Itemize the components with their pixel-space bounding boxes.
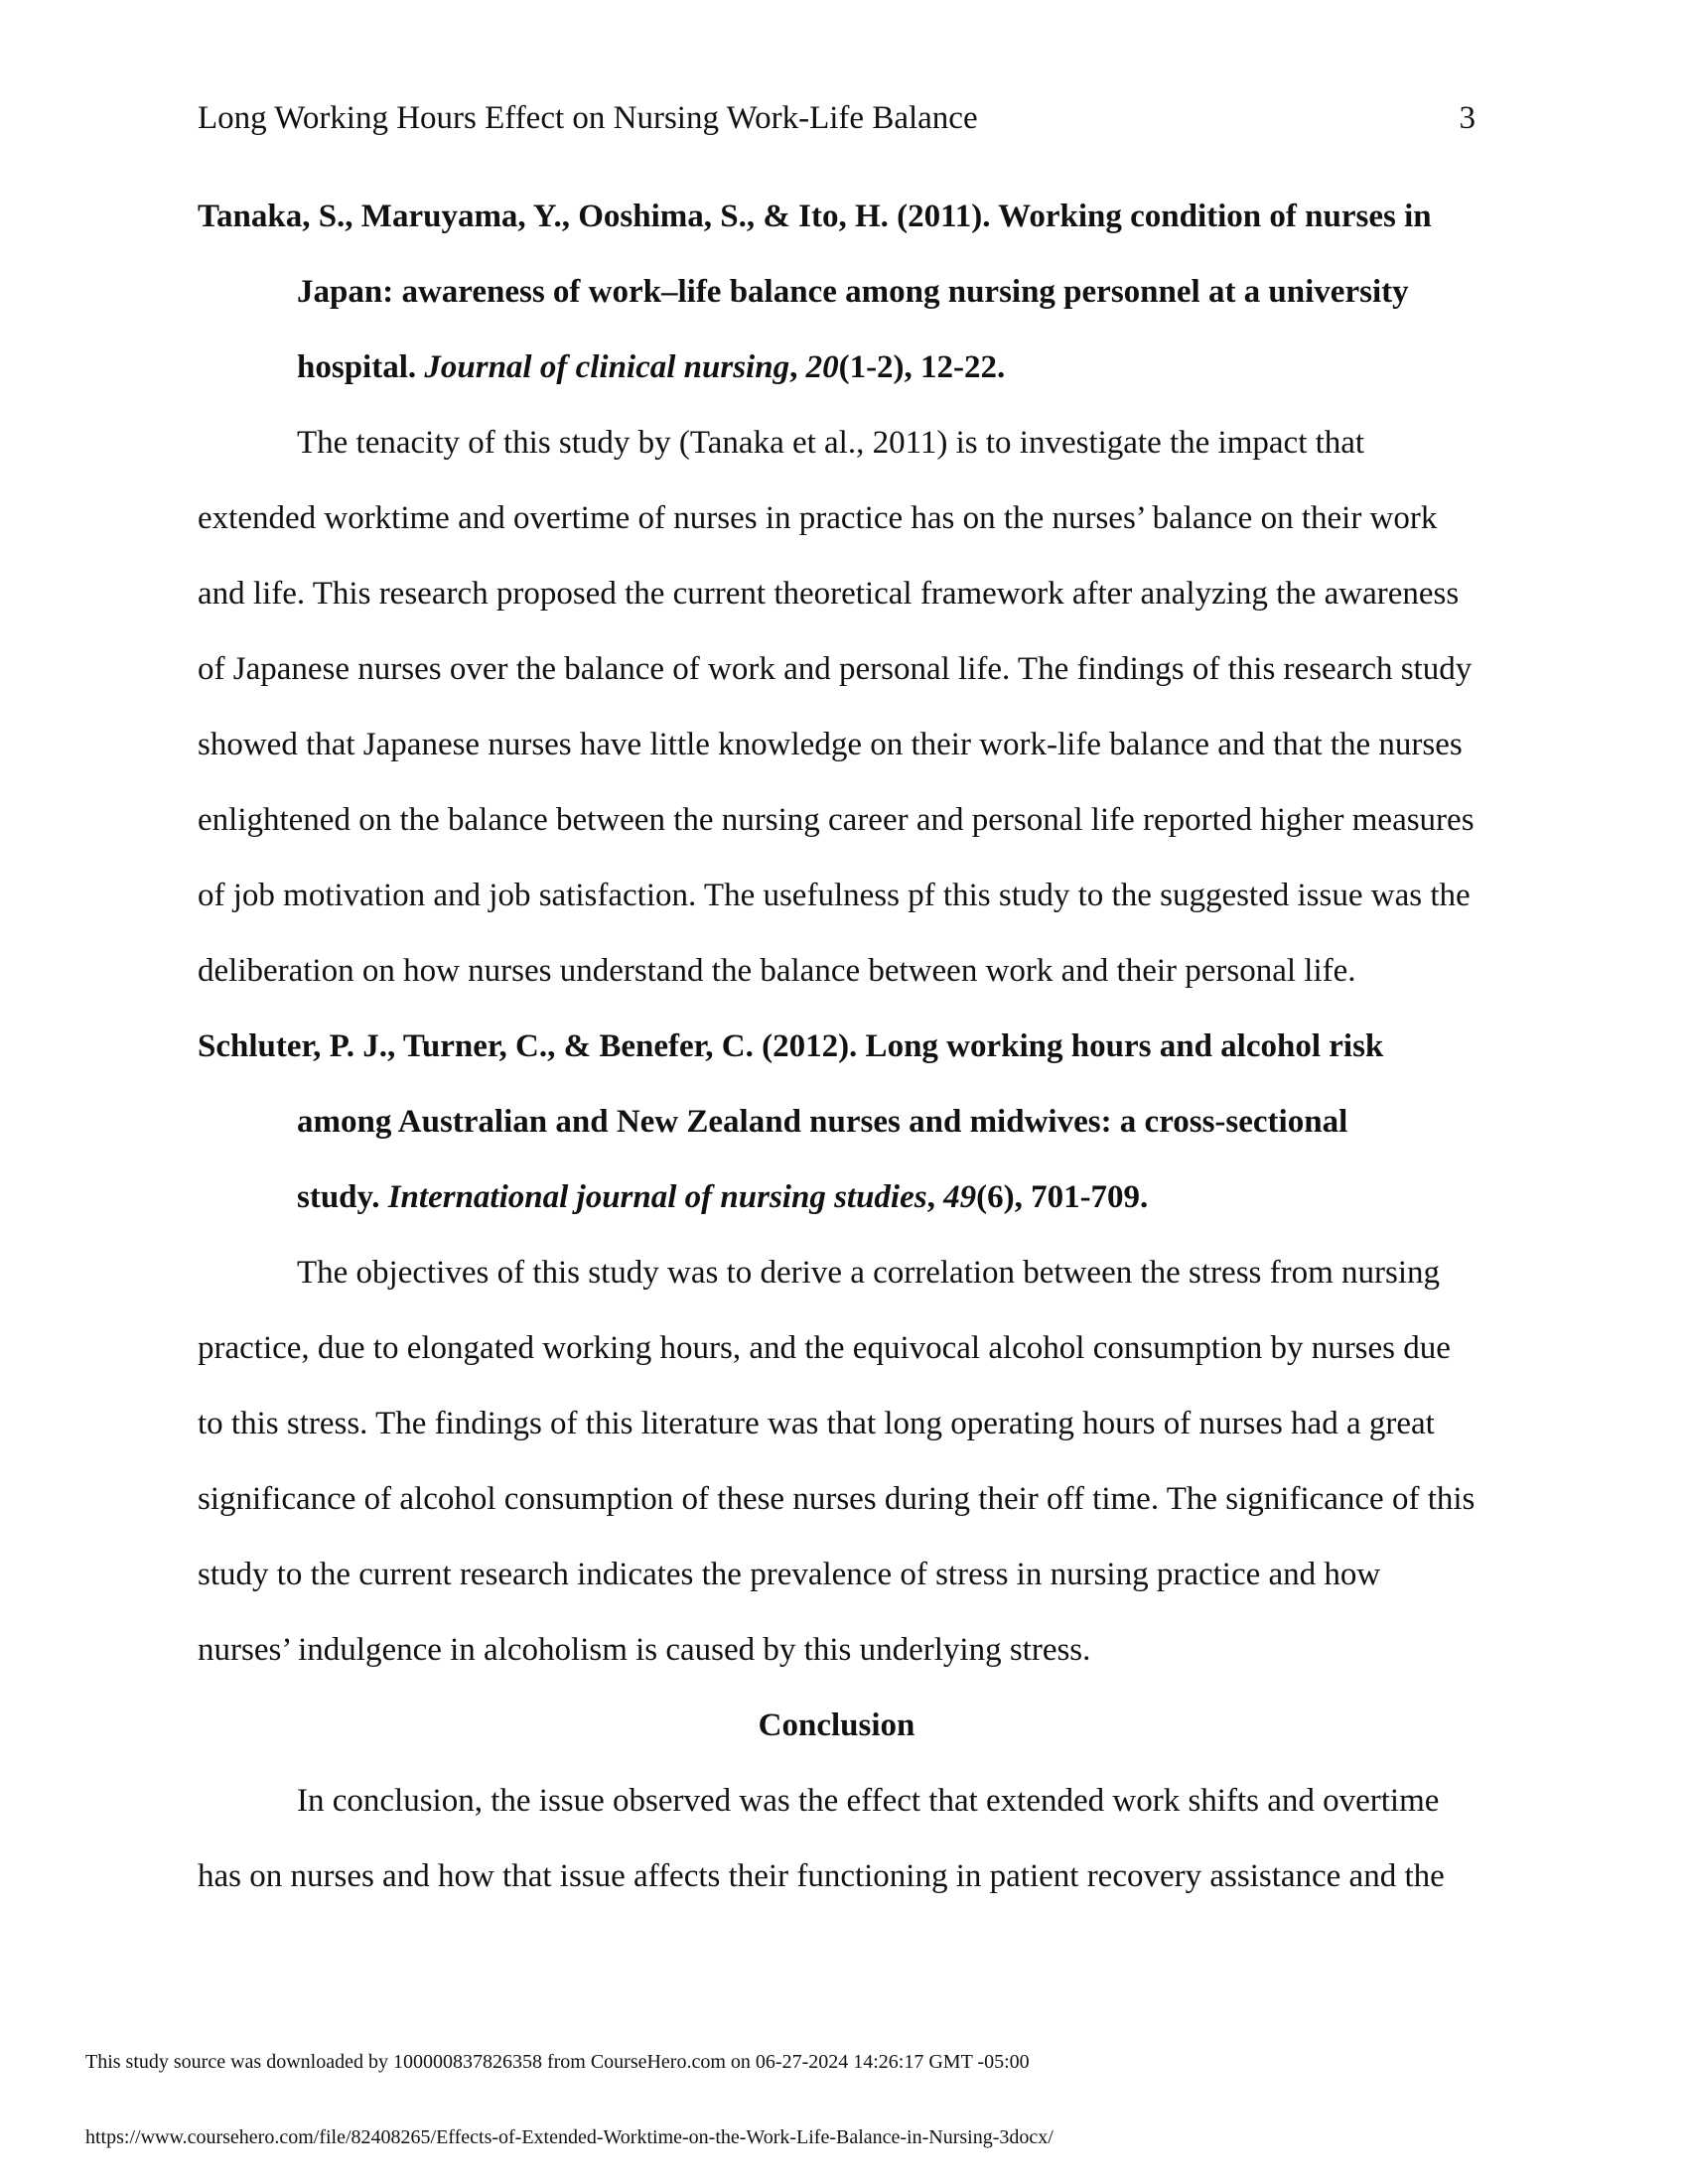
reference-text: study.	[297, 1179, 388, 1215]
reference-tanaka	[198, 179, 1488, 405]
header-title: Long Working Hours Effect on Nursing Work-Life Balance	[198, 100, 978, 136]
download-notice: This study source was downloaded by 100000837826358 from CourseHero.com on 06-27-2024 14:26:17 GMT -05:00	[85, 2051, 1030, 2073]
volume: 49	[943, 1179, 977, 1215]
conclusion-heading: Conclusion	[758, 1707, 915, 1743]
text-line: nurses’ indulgence in alcoholism is caused by this underlying stress.	[198, 1632, 1091, 1668]
reference-line	[198, 330, 1488, 405]
paragraph-schluter-summary	[198, 1235, 1488, 1688]
paragraph-conclusion	[198, 1763, 1488, 1914]
text-line: enlightened on the balance between the nursing career and personal life reported higher measures	[198, 802, 1475, 838]
journal-title: Journal of clinical nursing	[424, 349, 790, 385]
text-line: practice, due to elongated working hours, and the equivocal alcohol consumption by nurses due	[198, 1330, 1451, 1366]
volume: 20	[805, 349, 839, 385]
page-number: 3	[1459, 100, 1476, 136]
reference-line: Tanaka, S., Maruyama, Y., Ooshima, S., & Ito, H. (2011). Working condition of nurses in	[198, 199, 1432, 234]
text-line: In conclusion, the issue observed was the effect that extended work shifts and overtime	[297, 1783, 1440, 1819]
text-line: extended worktime and overtime of nurses in practice has on the nurses’ balance on their work	[198, 500, 1438, 536]
text-line: study to the current research indicates the prevalence of stress in nursing practice and how	[198, 1557, 1381, 1592]
text-line: of job motivation and job satisfaction. The usefulness pf this study to the suggested issue was the	[198, 878, 1471, 913]
text-line: deliberation on how nurses understand the balance between work and their personal life.	[198, 953, 1356, 989]
text-line: showed that Japanese nurses have little knowledge on their work-life balance and that the nurses	[198, 727, 1463, 762]
reference-line	[198, 1160, 1488, 1235]
text-line: and life. This research proposed the current theoretical framework after analyzing the awareness	[198, 576, 1460, 612]
reference-line: Schluter, P. J., Turner, C., & Benefer, C. (2012). Long working hours and alcohol risk	[198, 1028, 1384, 1064]
running-header	[198, 80, 1476, 156]
reference-text: (1-2), 12-22.	[838, 349, 1006, 385]
text-line: The objectives of this study was to derive a correlation between the stress from nursing	[297, 1255, 1441, 1291]
reference-line: Japan: awareness of work–life balance among nursing personnel at a university	[297, 274, 1409, 310]
paragraph-tanaka-summary	[198, 405, 1488, 1009]
text-line: of Japanese nurses over the balance of work and personal life. The findings of this research study	[198, 651, 1473, 687]
text-line: has on nurses and how that issue affects their functioning in patient recovery assistance and the	[198, 1858, 1445, 1894]
reference-schluter	[198, 1009, 1488, 1235]
journal-title: International journal of nursing studies	[387, 1179, 927, 1215]
reference-text: ,	[926, 1179, 944, 1215]
reference-text: (6), 701-709.	[976, 1179, 1149, 1215]
text-line: The tenacity of this study by (Tanaka et al., 2011) is to investigate the impact that	[297, 425, 1365, 461]
text-line: to this stress. The findings of this literature was that long operating hours of nurses had a great	[198, 1406, 1435, 1441]
text-line: significance of alcohol consumption of these nurses during their off time. The significance of this	[198, 1481, 1476, 1517]
source-url[interactable]: https://www.coursehero.com/file/82408265/Effects-of-Extended-Worktime-on-the-Work-Life-Balance-in-Nursing-3docx/	[85, 2126, 1054, 2148]
reference-line: among Australian and New Zealand nurses and midwives: a cross-sectional	[297, 1104, 1348, 1140]
reference-text: ,	[789, 349, 806, 385]
reference-text: hospital.	[297, 349, 425, 385]
document-body	[198, 179, 1488, 1914]
